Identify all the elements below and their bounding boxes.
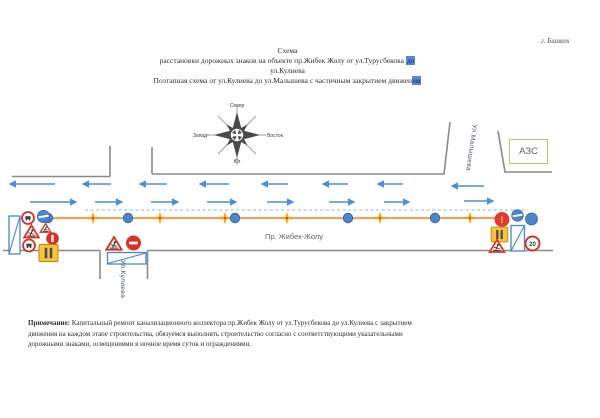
title-line-1: Схема [277,46,298,55]
sign-cluster-east [488,207,539,253]
note-line-2: движения на каждом этапе строительства, обязуемся выполнять строительство согласно с соответствующими указательными [28,329,403,338]
roadworks-sign-icon [105,235,124,250]
compass-east-label: Восток [267,133,283,139]
work-zone-flare-icon [375,213,386,224]
note-line-3: дорожными знаками, освещениями в ночное время суток и ограждениями. [28,340,251,348]
prohibition-sign-icon [23,240,35,252]
title-line-3: ул.Кулиева [270,66,305,75]
compass-south-label: Юг [233,159,241,165]
note-line-1: Капитальный ремонт канализационного коллектора пр.Жибек Жолу от ул.Турусбекова до ул.Кулиева с закрытием [70,319,412,327]
no-entry-sign-icon [126,236,141,251]
note-block [28,318,478,350]
compass-west-label: Запад [192,133,208,139]
work-zone-flare-icon [155,213,166,224]
compass-north-label: Север [229,103,245,109]
gas-station-box: АЗС [509,139,548,164]
barrier-board-icon [9,216,20,254]
roadworks-sign-icon [39,222,52,233]
eastbound-arrows [30,201,493,202]
barrier-board-icon [511,226,525,252]
speed-limit-value: 20 [529,242,536,248]
text-highlight: ия [412,76,421,85]
exclamation-value: ! [500,215,504,226]
work-zone-post-icon [123,213,133,223]
city-label: г. Бишкек [541,37,570,45]
work-zone-post-icon [230,213,240,223]
compass-rose [206,106,266,164]
work-zone-flare-icon [465,213,476,224]
westbound-arrows [10,184,484,186]
mandatory-direction-sign-icon [526,213,538,225]
barrier-board-icon [108,253,147,265]
roadworks-sign-icon [23,224,41,239]
lane-closure-board-icon [39,245,58,262]
text-highlight: до [406,56,415,65]
road-edge-south [3,251,553,280]
work-zone-post-icon [430,213,440,223]
work-zone-flare-icon [220,213,231,224]
title-line-4: Поэтапная схема от ул.Кулиева до ул.Малышева с частичным закрытием движения [153,76,421,85]
street-malysheva-label: Ул.Малышева [464,123,478,172]
work-zone-flare-icon [282,213,293,224]
work-zone-post-icon [343,213,353,223]
note-label: Примечание: [28,319,71,327]
title-line-2: расстановки дорожных знаков на объекте пр.Жибек Жолу от ул.Турусбекова до [159,56,415,65]
street-kulieva-label: Ул.Кулиева [119,260,126,299]
no-entry-sign-icon [46,232,59,245]
work-zone-flare-icon [88,213,99,224]
lane-closure-board-icon [491,227,508,242]
road-name-label: Пр. Жибек-Жолу [265,232,323,241]
prohibition-sign-icon [22,212,34,224]
